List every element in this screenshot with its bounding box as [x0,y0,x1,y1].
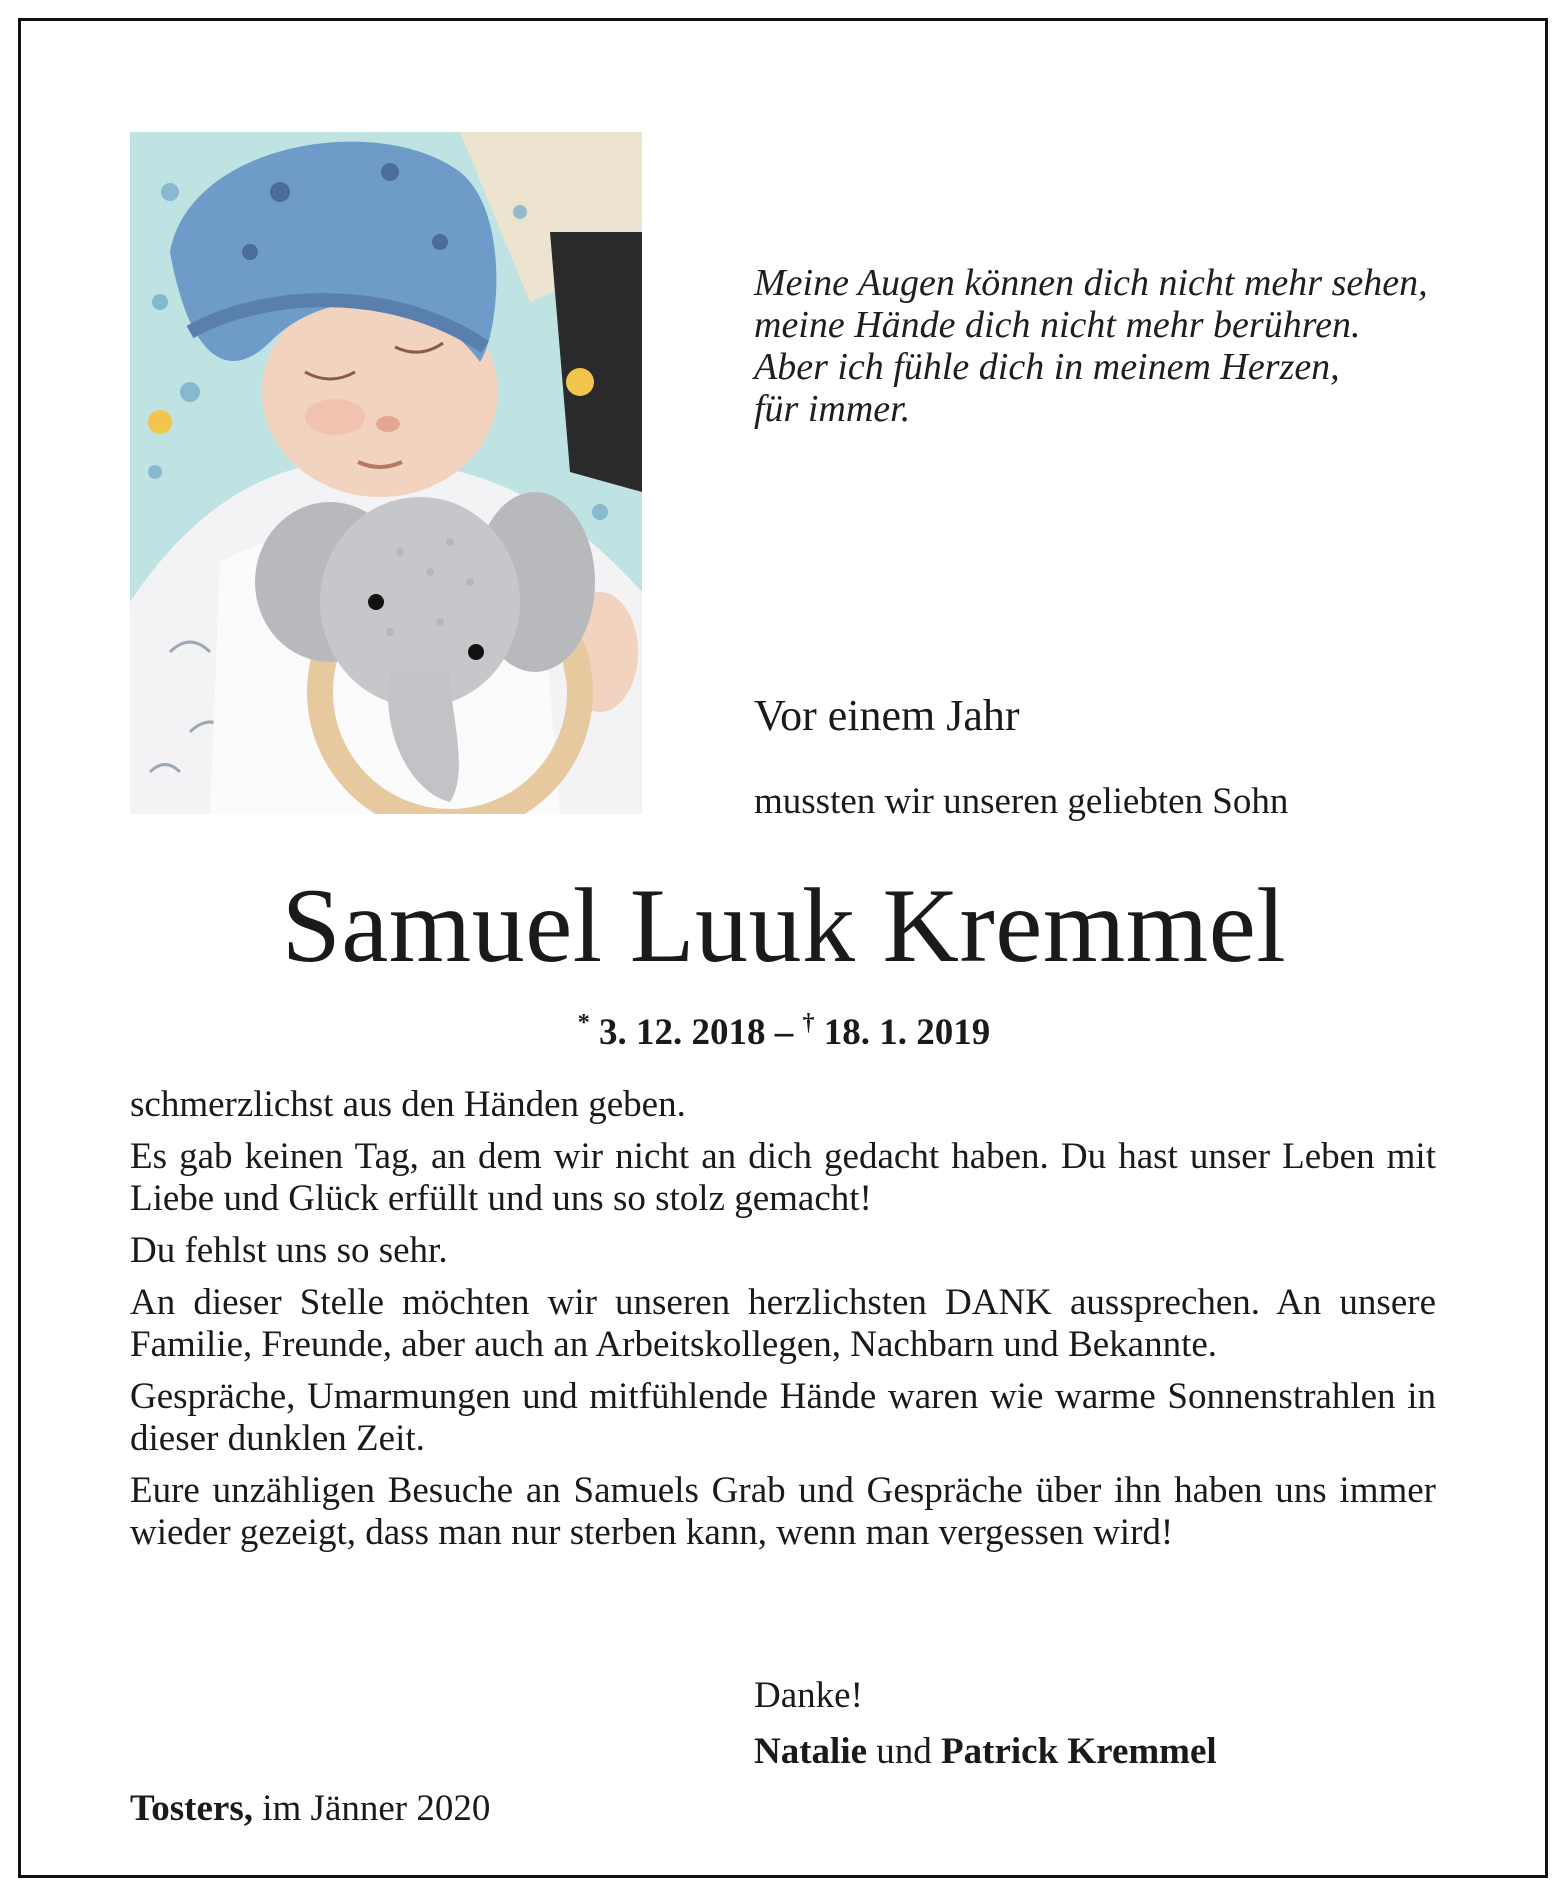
baby-photo-illustration [130,132,642,814]
poem-line-4: für immer. [754,388,911,430]
baby-photo [130,132,642,814]
obituary-body [130,1084,1436,1564]
body-paragraph-6: Eure unzähligen Besuche an Samuels Grab und Gespräche über ihn haben uns immer wieder gezeigt, dass man nur sterben kann, wenn man vergessen wird! [130,1470,1436,1553]
deceased-name: Samuel Luuk Kremmel [281,867,1287,984]
place-date [130,1786,490,1832]
body-paragraph-3: Du fehlst uns so sehr. [130,1230,448,1271]
death-symbol: † [802,1010,815,1036]
signature-name-2: Patrick Kremmel [941,1731,1217,1772]
birth-date: 3. 12. 2018 [599,1012,766,1053]
signature-connector: und [876,1731,932,1772]
body-paragraph-4: An dieser Stelle möchten wir unseren herzlichsten DANK aussprechen. An unsere Familie, Freunde, aber auch an Arbeitskollegen, Nachbarn und Bekannte. [130,1282,1436,1365]
signature-block [754,1668,1217,1780]
poem-line-2: meine Hände dich nicht mehr berühren. [754,304,1361,346]
publication-date: im Jänner 2020 [262,1788,491,1829]
intro-line-2: mussten wir unseren geliebten Sohn [754,781,1289,822]
death-date: 18. 1. 2019 [823,1012,991,1053]
life-dates [0,1000,1568,1056]
signature-names [754,1724,1217,1780]
place-name: Tosters, [130,1788,253,1829]
memorial-poem [754,262,1474,430]
body-paragraph-2: Es gab keinen Tag, an dem wir nicht an dich gedacht haben. Du hast unser Leben mit Liebe und Glück erfüllt und uns so stolz gemacht! [130,1136,1436,1219]
signature-thanks: Danke! [754,1675,863,1716]
intro-line-1: Vor einem Jahr [754,691,1020,740]
body-paragraph-1: schmerzlichst aus den Händen geben. [130,1084,686,1125]
body-paragraph-5: Gespräche, Umarmungen und mitfühlende Hände waren wie warme Sonnenstrahlen in dieser dunklen Zeit. [130,1376,1436,1459]
signature-name-1: Natalie [754,1731,868,1772]
poem-line-3: Aber ich fühle dich in meinem Herzen, [754,346,1340,388]
date-separator: – [765,1012,803,1053]
poem-line-1: Meine Augen können dich nicht mehr sehen, [754,262,1428,304]
birth-symbol: * [577,1010,590,1036]
